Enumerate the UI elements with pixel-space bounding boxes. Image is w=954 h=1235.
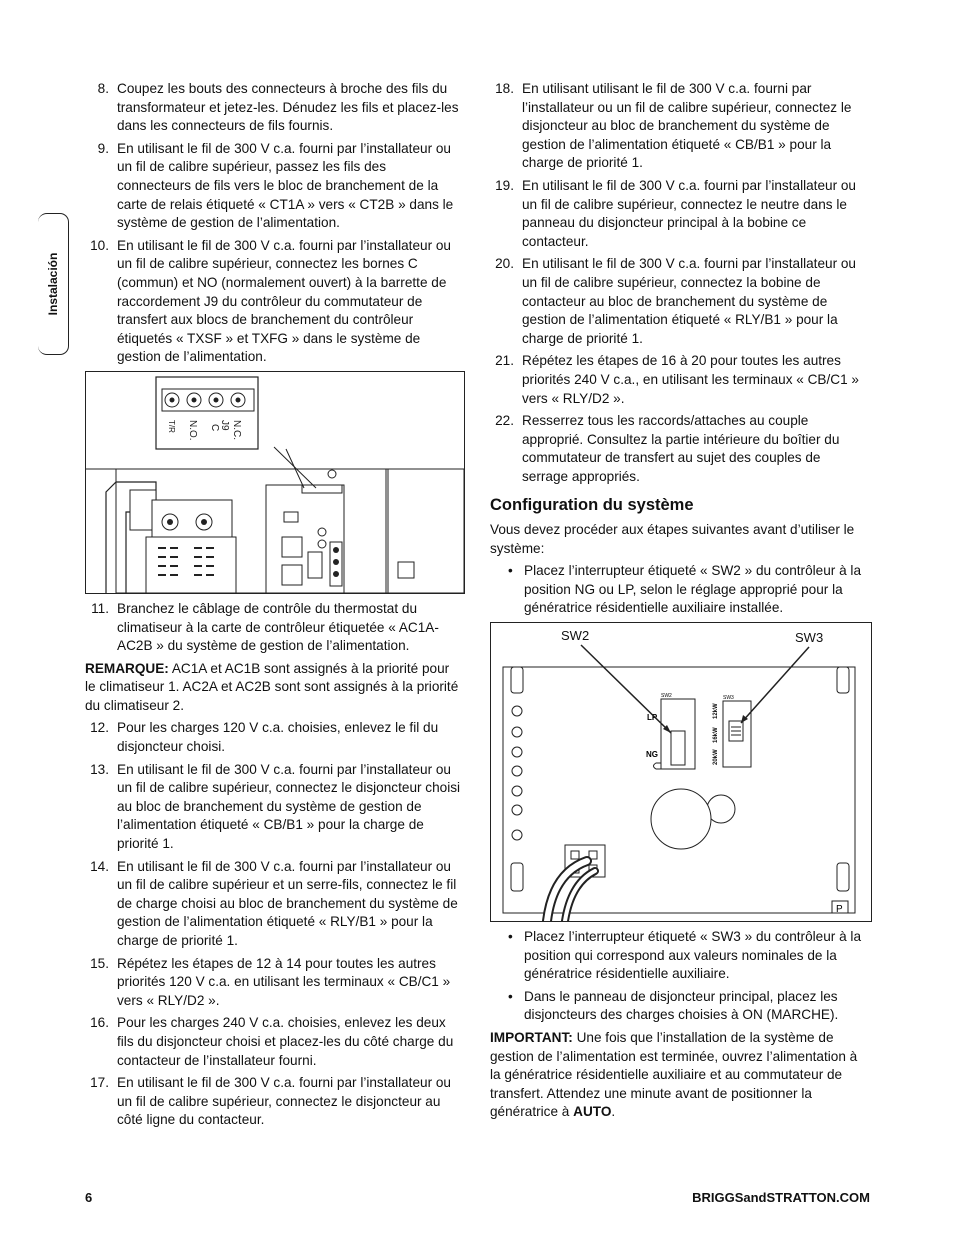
bullet-sw2: • Placez l’interrupteur étiqueté « SW2 » du contrôleur à la position NG ou LP, selon le réglage approprié pour la génératrice résidentielle auxiliaire installée.	[508, 563, 862, 616]
bullets-after-figure	[490, 928, 870, 1025]
step-item	[85, 761, 463, 854]
step-item	[85, 719, 463, 756]
step-number: 9.	[97, 140, 109, 156]
step-number: 20.	[495, 256, 514, 272]
step-text: En utilisant le fil de 300 V c.a. fourni par l’installateur ou un fil de calibre supérieur et un serre-fils, connectez le fil de charge choisi au bloc de branchement du système de gestion de l’alimentation étiqueté « RLY/B1 » pour la charge de priorité 1.	[117, 858, 458, 948]
step-number: 10.	[90, 237, 109, 253]
terminal-label-tr: T/R	[167, 419, 176, 433]
bullet-text: Dans le panneau de disjoncteur principal, placez les disjoncteurs des charges choisies à ON (MARCHE).	[524, 988, 839, 1023]
ng-label: NG	[646, 750, 658, 760]
step-text: En utilisant le fil de 300 V c.a. fourni par l’installateur ou un fil de calibre supérieur, connectez les bornes C (commun) et NO (normalement ouvert) à la barrette de raccordement J9 du contrôleur du commutateur de transfert aux blocs de branchement du contrôleur étiquetés « TXSF » et TXFG » dans le système de gestion de l’alimentation.	[117, 237, 451, 365]
remarque-note: REMARQUE: AC1A et AC1B sont assignés à la priorité pour le climatiseur 1. AC2A et AC2B sont sont assignés à la priorité du climatiseur 2.	[85, 660, 459, 713]
step-number: 13.	[90, 761, 109, 777]
step-text: Pour les charges 120 V c.a. choisies, enlevez le fil du disjoncteur choisi.	[117, 720, 439, 755]
step-number: 22.	[495, 413, 514, 429]
steps-18-22	[490, 80, 870, 486]
terminal-label-nc: N.C.	[231, 419, 242, 440]
step-item	[490, 412, 870, 486]
step-number: 14.	[90, 858, 109, 874]
steps-12-17	[85, 719, 463, 1129]
bullet-item: • Placez l’interrupteur étiqueté « SW3 » du contrôleur à la position qui correspond aux valeurs nominales de la génératrice résidentielle auxiliaire.	[490, 928, 870, 984]
step-item	[85, 140, 463, 233]
right-column	[490, 80, 870, 1126]
steps-8-10	[85, 80, 463, 367]
page-number: 6	[85, 1190, 93, 1205]
step-item	[85, 1074, 463, 1130]
terminal-label-c: C	[209, 423, 220, 432]
step-item	[85, 1014, 463, 1070]
figure-relay-board	[85, 371, 465, 594]
sw2-callout: SW2	[561, 628, 590, 644]
figure-switch-board	[490, 622, 872, 922]
step-item	[490, 177, 870, 251]
step-item	[490, 80, 870, 173]
step-text: Resserrez tous les raccords/attaches au couple approprié. Consultez la partie intérieure du boîtier du commutateur de transfert au sujet des couples de serrage appropriés.	[522, 413, 840, 484]
section-title: Configuration du système	[490, 496, 694, 515]
footer-website: BRIGGSandSTRATTON.COM	[692, 1190, 870, 1205]
lp-label: LP	[647, 713, 658, 723]
bullet-text: Placez l’interrupteur étiqueté « SW3 » du contrôleur à la position qui correspond aux valeurs nominales de la génératrice résidentielle auxiliaire.	[524, 929, 862, 982]
terminal-label-j9: J9	[219, 419, 230, 431]
step-number: 18.	[495, 81, 514, 96]
step-text: En utilisant utilisant le fil de 300 V c.a. fourni par l’installateur ou un fil de calibre supérieur, connectez le disjoncteur au bloc de branchement du système de gestion de l’alimentation étiqueté « CB/B1 » pour la charge de priorité 1.	[522, 81, 852, 171]
step-text: Pour les charges 240 V c.a. choisies, enlevez les deux fils du disjoncteur choisi et placez-les du côté charge du contacteur de l’installateur fourni.	[117, 1015, 454, 1068]
bullet-item: • Dans le panneau de disjoncteur principal, placez les disjoncteurs des charges choisies à ON (MARCHE).	[490, 988, 870, 1025]
switch-board-drawing	[491, 623, 871, 921]
sw2-small-label: SW2	[661, 693, 672, 700]
step-item	[85, 237, 463, 367]
step-text: Répétez les étapes de 12 à 14 pour toutes les autres priorités 120 V c.a. en utilisant les terminaux « CB/C1 » vers « RLY/D2 ».	[117, 955, 451, 1008]
section-intro: Vous devez procéder aux étapes suivantes avant d’utiliser le système:	[490, 522, 855, 556]
step-number: 19.	[495, 177, 514, 193]
step-number: 21.	[495, 353, 514, 369]
step-text: En utilisant le fil de 300 V c.a. fourni par l’installateur ou un fil de calibre supérieur, connectez le disjoncteur choisi au bloc de branchement du système de gestion de l’alimentation étiqueté « CB/B1 » pour la charge de priorité 1.	[117, 761, 461, 852]
step-number: 8.	[97, 81, 109, 96]
relay-board-drawing	[86, 372, 464, 593]
corner-label: P	[836, 904, 843, 916]
w16-label: 16kW	[713, 727, 719, 744]
terminal-label-no: N.O.	[187, 419, 198, 441]
step-text: Répétez les étapes de 16 à 20 pour toutes les autres priorités 240 V c.a., en utilisant les terminaux « CB/C1 » vers « RLY/D2 ».	[522, 353, 859, 406]
step-text: En utilisant le fil de 300 V c.a. fourni par l’installateur ou un fil de calibre supérieur, connectez le neutre dans le panneau du disjoncteur principal à la bobine ce contacteur.	[522, 177, 856, 249]
step-item	[85, 955, 463, 1011]
w20-label: 20kW	[713, 749, 719, 766]
left-column	[85, 80, 463, 1134]
section-tab	[38, 213, 69, 355]
step-item	[490, 352, 870, 408]
step-number: 12.	[90, 720, 109, 736]
step-item	[85, 80, 463, 136]
step-number: 16.	[90, 1015, 109, 1031]
step-text: Coupez les bouts des connecteurs à broche des fils du transformateur et jetez-les. Dénudez les fils et placez-les dans les connecteurs de fils fournis.	[117, 81, 459, 134]
important-note: IMPORTANT: Une fois que l’installation de la système de gestion de l’alimentation est terminée, ouvrez l’alimentation à la génératrice résidentielle auxiliaire et au commutateur de transfert. Attendez une minute avant de positionner la génératrice à AUTO.	[490, 1030, 858, 1120]
w12-label: 12kW	[713, 703, 719, 720]
step-number: 15.	[90, 955, 109, 971]
step-text: En utilisant le fil de 300 V c.a. fourni par l’installateur ou un fil de calibre supérieur, connectez la bobine de contacteur au bloc de branchement du système de gestion de l’alimentation étiqueté « RLY/B1 » pour la charge de priorité 1.	[522, 256, 856, 346]
step-item	[490, 255, 870, 348]
section-tab-label: Instalación	[46, 252, 60, 316]
sw3-callout: SW3	[795, 630, 824, 646]
step-item	[85, 858, 463, 951]
step-number: 17.	[90, 1075, 109, 1091]
sw3-small-label: SW3	[723, 695, 734, 702]
step-text: En utilisant le fil de 300 V c.a. fourni par l’installateur ou un fil de calibre supérieur, passez les fils des connecteurs de fils vers le bloc de branchement de la carte de relais étiqueté « CT1A » vers « CT2B » dans le système de gestion de l’alimentation.	[117, 140, 454, 231]
step-11: 11. Branchez le câblage de contrôle du thermostat du climatiseur à la carte de contrôleur étiquetée « AC1A-AC2B » du système de gestion de l’alimentation.	[91, 600, 439, 654]
step-text: En utilisant le fil de 300 V c.a. fourni par l’installateur ou un fil de calibre supérieur, connectez le disjoncteur au côté ligne du contacteur.	[117, 1075, 451, 1128]
